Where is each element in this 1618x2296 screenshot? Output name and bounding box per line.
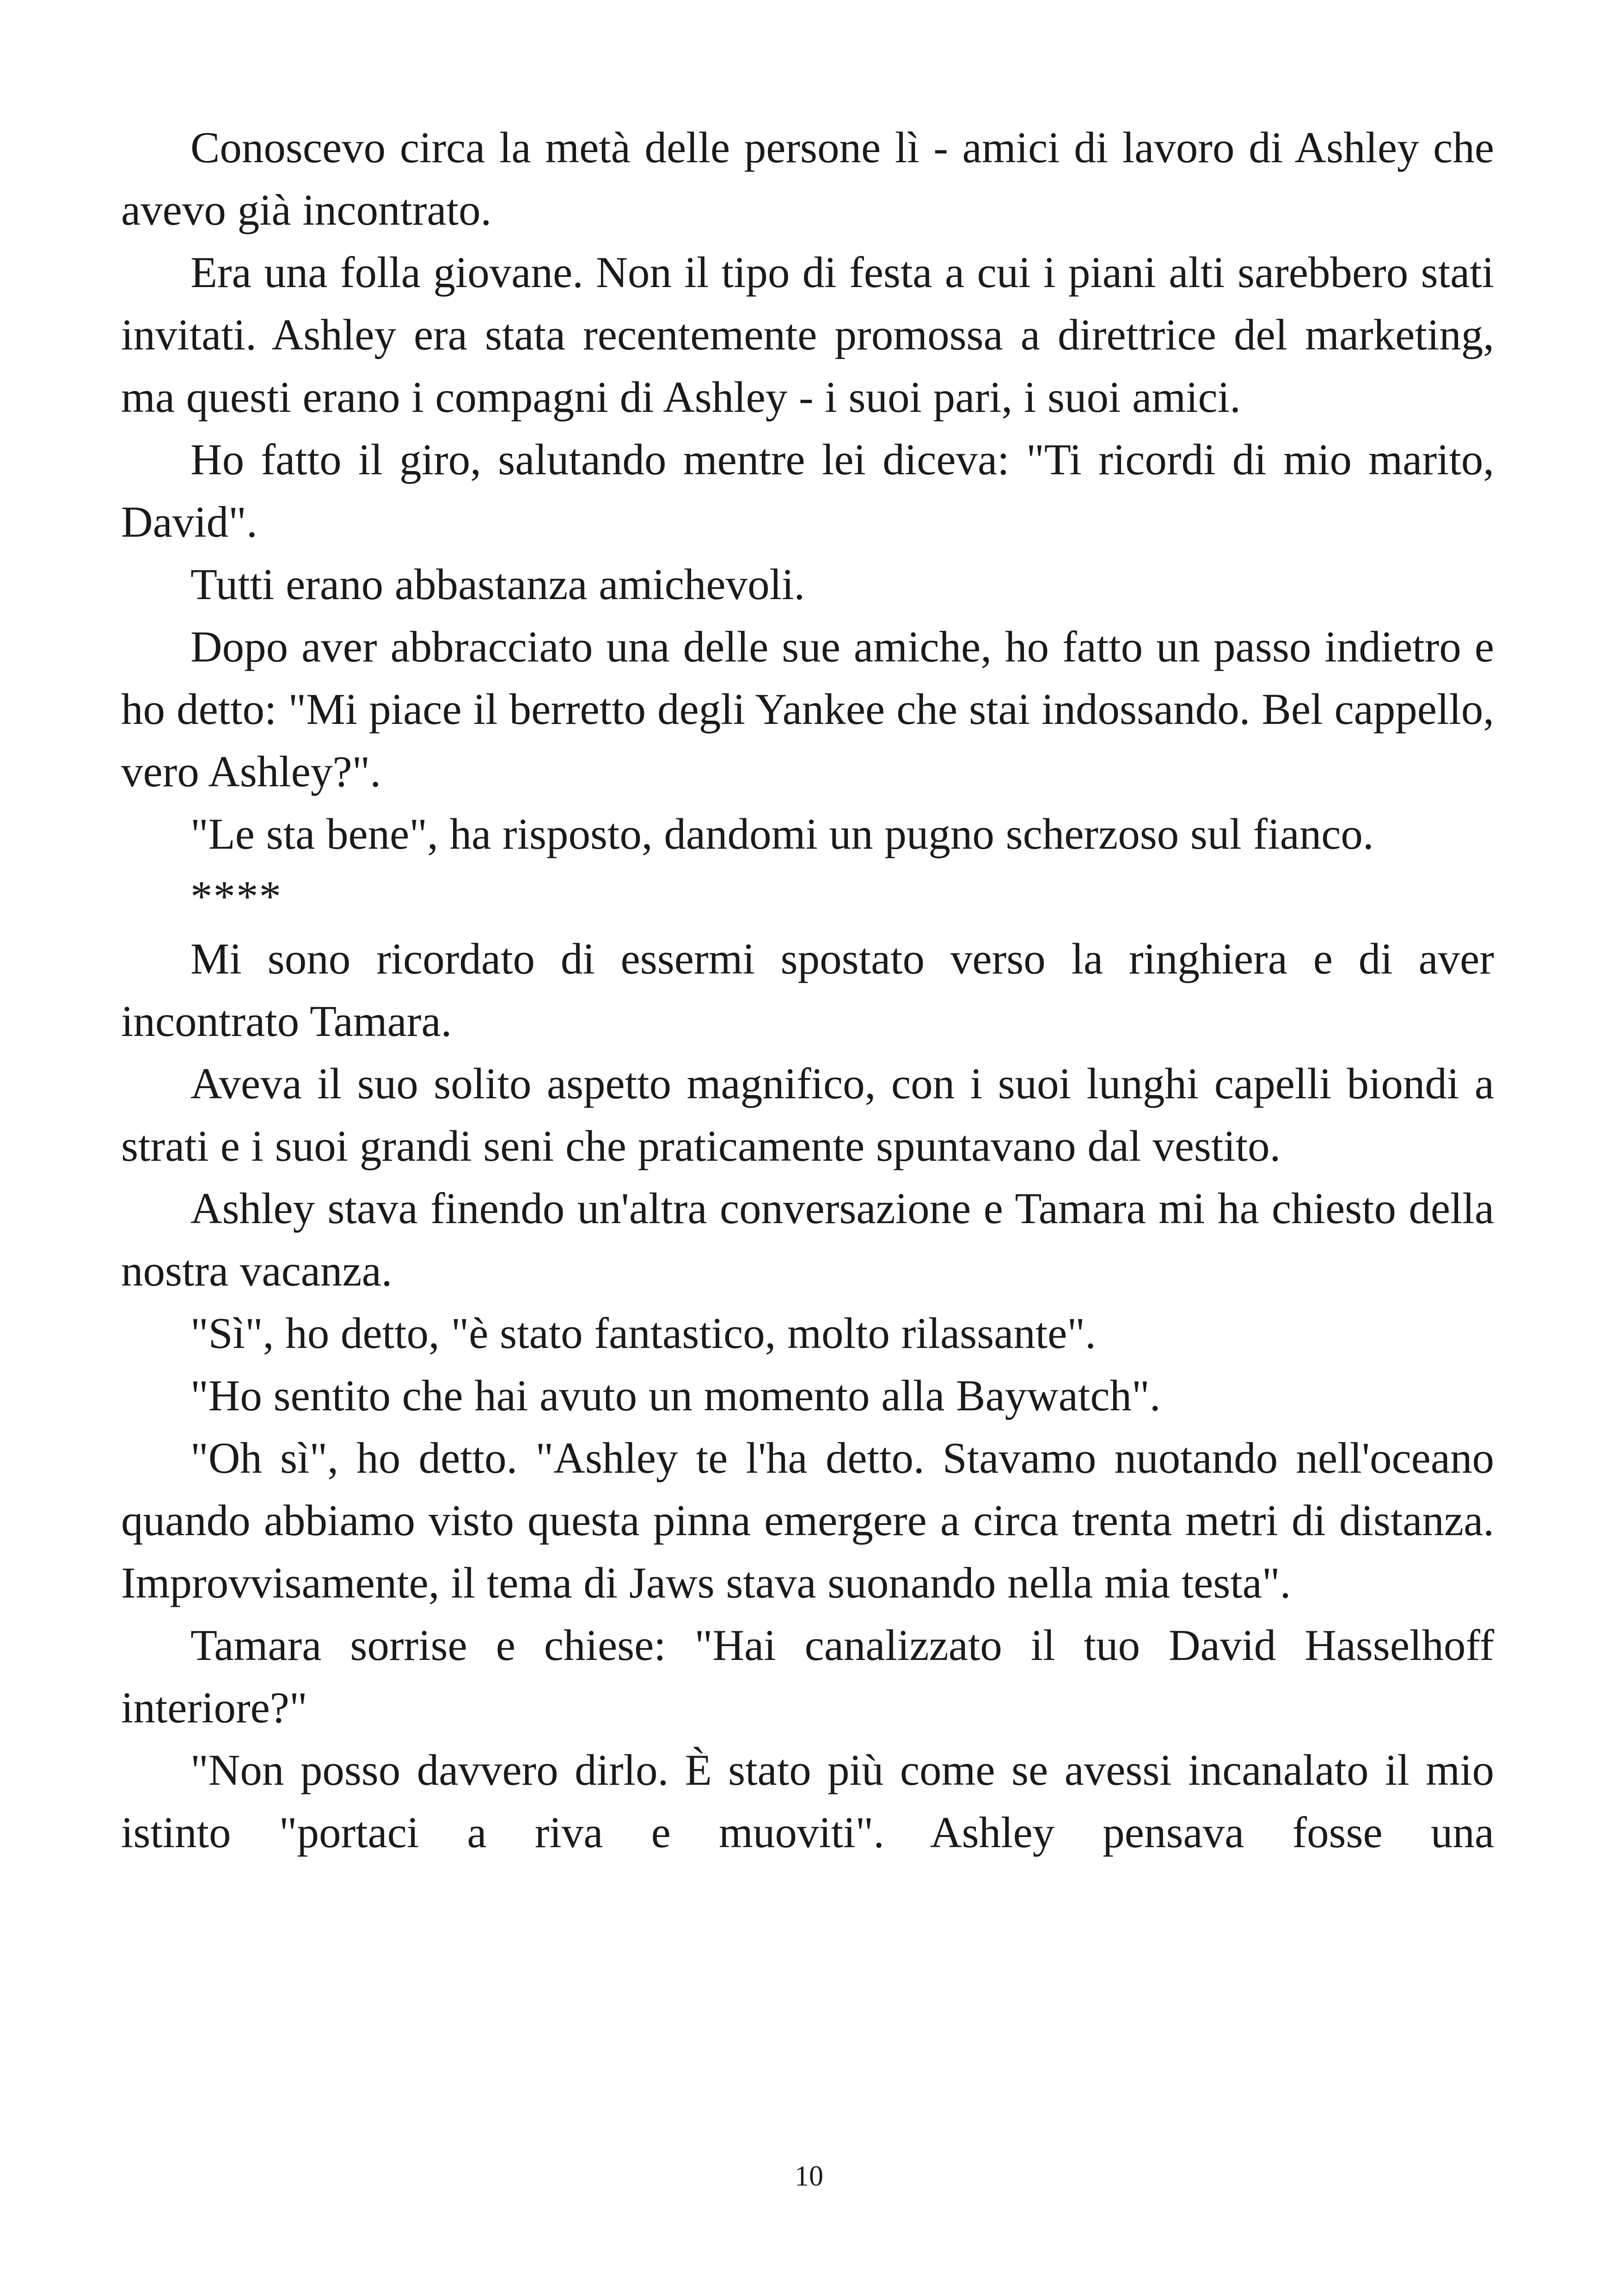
paragraph: Dopo aver abbracciato una delle sue amiche, ho fatto un passo indietro e ho detto: "Mi piace il berretto degli Yankee che stai indossando. Bel cappello, vero Ashley?". (121, 622, 1494, 796)
page-number: 10 (795, 2161, 823, 2192)
paragraph: Mi sono ricordato di essermi spostato verso la ringhiera e di aver incontrato Tamara. (121, 934, 1494, 1046)
paragraph: Ashley stava finendo un'altra conversazione e Tamara mi ha chiesto della nostra vacanza. (121, 1184, 1494, 1295)
paragraph: "Le sta bene", ha risposto, dandomi un pugno scherzoso sul fianco. (190, 809, 1374, 858)
paragraph: Conoscevo circa la metà delle persone lì - amici di lavoro di Ashley che avevo già incontrato. (121, 123, 1494, 234)
paragraph: Tutti erano abbastanza amichevoli. (190, 560, 805, 609)
paragraph: "Ho sentito che hai avuto un momento alla Baywatch". (190, 1371, 1161, 1420)
paragraph: Ho fatto il giro, salutando mentre lei diceva: "Ti ricordi di mio marito, David". (121, 435, 1494, 546)
paragraph: Era una folla giovane. Non il tipo di festa a cui i piani alti sarebbero stati invitati. Ashley era stata recentemente promossa a direttrice del marketing, ma questi erano i compagni di Ashley - i suoi pari, i suoi amici. (121, 248, 1494, 422)
paragraph: "Oh sì", ho detto. "Ashley te l'ha detto. Stavamo nuotando nell'oceano quando abbiamo visto questa pinna emergere a circa trenta metri di distanza. Improvvisamente, il tema di Jaws stava suonando nella mia testa". (121, 1433, 1494, 1607)
paragraph: Tamara sorrise e chiese: "Hai canalizzato il tuo David Hasselhoff interiore?" (121, 1621, 1494, 1732)
body-text (121, 116, 1494, 1864)
paragraph: Aveva il suo solito aspetto magnifico, con i suoi lunghi capelli biondi a strati e i suoi grandi seni che praticamente spuntavano dal vestito. (121, 1059, 1494, 1170)
paragraph: "Sì", ho detto, "è stato fantastico, molto rilassante". (190, 1309, 1096, 1358)
scene-separator: **** (190, 872, 282, 921)
paragraph-continued: "Non posso davvero dirlo. È stato più come se avessi incanalato il mio istinto "portaci a riva e muoviti". Ashley pensava fosse una (121, 1745, 1494, 1857)
